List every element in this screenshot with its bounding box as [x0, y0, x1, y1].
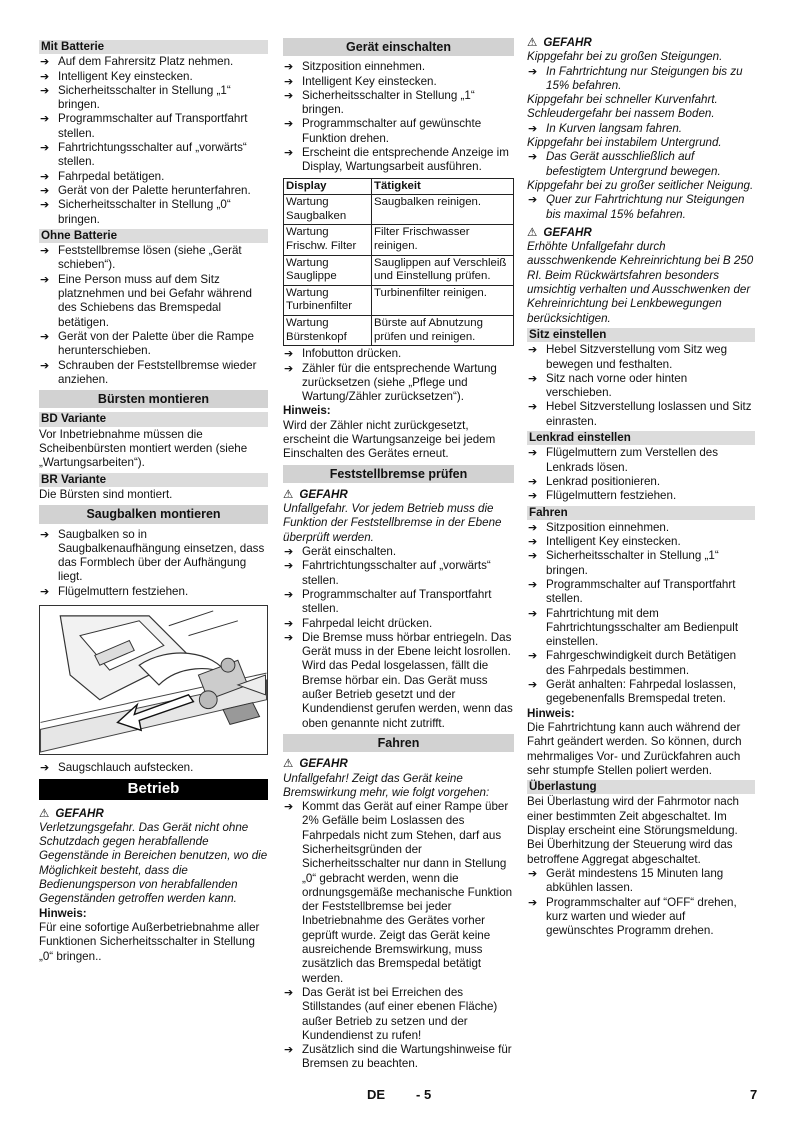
hinweis-label: Hinweis:	[527, 706, 575, 720]
list-item: ➔ Intelligent Key einstecken.	[283, 75, 514, 89]
list-item: ➔ Hebel Sitzverstellung loslassen und Sitz einrasten.	[527, 400, 755, 429]
warning-triangle-icon: ⚠	[283, 756, 294, 771]
list-item: ➔ Intelligent Key einstecken.	[527, 535, 755, 549]
column-left	[39, 38, 268, 964]
table-cell: Bürste auf Abnutzung prüfen und reinigen.	[372, 316, 514, 346]
warning-text: Kippgefahr bei zu großer seitlicher Neigung.	[527, 178, 754, 192]
list-item: ➔ Fahrpedal leicht drücken.	[283, 617, 514, 631]
warning-label: GEFAHR	[543, 36, 592, 49]
footer-page-number: 7	[750, 1087, 758, 1102]
list-item: ➔ Fahrtrichtungsschalter auf „vorwärts“ stellen.	[283, 559, 514, 588]
list-item: ➔ Auf dem Fahrersitz Platz nehmen.	[39, 55, 268, 69]
warning-heading	[283, 487, 514, 502]
column-middle	[283, 38, 514, 1072]
warning-text: Unfallgefahr. Vor jedem Betrieb muss die Funktion der Feststellbremse in der Ebene überprüft werden.	[283, 502, 502, 544]
list-item: ➔ In Kurven langsam fahren.	[527, 122, 755, 136]
list-item: ➔ Flügelmuttern festziehen.	[39, 585, 268, 599]
table-cell: Turbinenfilter reinigen.	[372, 285, 514, 315]
list-item: ➔ Saugbalken so in Saugbalkenaufhängung einsetzen, dass das Formblech über der Aufhängung liegt.	[39, 528, 268, 585]
paragraph-ueberlastung: Bei Überlastung wird der Fahrmotor nach einer bestimmten Zeit abgeschaltet. Im Display erscheint eine Störungsmeldung. Bei Überhitzung der Steuerung wird das betroffene Aggregat abgeschaltet.	[527, 795, 740, 866]
warning-text: Erhöhte Unfallgefahr durch ausschwenkende Kehreinrichtung bei B 250 RI. Beim Rückwärtsfahren besonders umsichtig verhalten und Ausschwenken der Kehreinrichtung bei Lenkbewegungen berücksichtigen.	[527, 240, 754, 325]
warning-heading	[39, 806, 268, 821]
list-item: ➔ Programmschalter auf “OFF“ drehen, kurz warten und wieder auf gewünschtes Programm drehen.	[527, 896, 755, 939]
warning-label: GEFAHR	[543, 225, 592, 239]
section-betrieb: Betrieb	[39, 779, 268, 799]
list-item: ➔ Sicherheitsschalter in Stellung „1“ bringen.	[283, 89, 514, 118]
list-item: ➔ Programmschalter auf Transportfahrt stellen.	[283, 588, 514, 617]
heading-sitz-einstellen: Sitz einstellen	[527, 328, 755, 342]
list-item: ➔ Sicherheitsschalter in Stellung „1“ bringen.	[39, 84, 268, 113]
list-ohne-batterie	[39, 244, 268, 387]
list-item: ➔ Lenkrad positionieren.	[527, 475, 755, 489]
saugbalken-illustration	[39, 605, 268, 755]
heading-br-variante: BR Variante	[39, 473, 268, 487]
list-item: ➔ Sitz nach vorne oder hinten verschieben.	[527, 372, 755, 401]
warning-text: Kippgefahr bei schneller Kurvenfahrt. Schleudergefahr bei nassem Boden.	[527, 93, 718, 121]
table-header-cell: Display	[284, 178, 372, 195]
list-item: ➔ Gerät anhalten: Fahrpedal loslassen, gegebenenfalls Bremspedal treten.	[527, 678, 755, 707]
section-buersten-montieren: Bürsten montieren	[39, 390, 268, 408]
section-feststellbremse-pruefen: Feststellbremse prüfen	[283, 465, 514, 483]
list-item: ➔ Fahrtrichtung mit dem Fahrtrichtungsschalter am Bedienpult einstellen.	[527, 607, 755, 650]
list-item: ➔ Flügelmuttern zum Verstellen des Lenkrads lösen.	[527, 446, 755, 475]
footer-page-label: - 5	[416, 1087, 432, 1102]
hinweis-text: Die Fahrtrichtung kann auch während der Fahrt geändert werden. So können, durch mehrmaliges Vor- und Zurückfahren auch sehr stumpfe Stellen poliert werden.	[527, 720, 742, 777]
list-item: ➔ Fahrpedal betätigen.	[39, 170, 268, 184]
list-item: ➔ Feststellbremse lösen (siehe „Gerät schieben“).	[39, 244, 268, 273]
warning-label: GEFAHR	[299, 757, 348, 771]
list-item: ➔ Fahrtrichtungsschalter auf „vorwärts“ stellen.	[39, 141, 268, 170]
heading-ueberlastung: Überlastung	[527, 780, 755, 794]
warning-heading	[527, 35, 755, 50]
list-item: ➔ In Fahrtrichtung nur Steigungen bis zu 15% befahren.	[527, 65, 755, 94]
heading-mit-batterie: Mit Batterie	[39, 40, 268, 54]
list-item: ➔ Programmschalter auf Transportfahrt stellen.	[39, 112, 268, 141]
list-item: ➔ Sicherheitsschalter in Stellung „0“ bringen.	[39, 198, 268, 227]
table-cell: Saugbalken reinigen.	[372, 195, 514, 225]
list-item: ➔ Das Gerät ausschließlich auf befestigtem Untergrund bewegen.	[527, 150, 755, 179]
paragraph-bd: Vor Inbetriebnahme müssen die Scheibenbürsten montiert werden (siehe „Wartungsarbeiten“).	[39, 427, 248, 470]
warning-heading	[283, 756, 514, 771]
table-cell: Wartung Frischw. Filter	[284, 225, 372, 255]
heading-ohne-batterie: Ohne Batterie	[39, 229, 268, 243]
hinweis-text: Für eine sofortige Außerbetriebnahme aller Funktionen Sicherheitsschalter in Stellung „0“ bringen..	[39, 920, 260, 963]
table-row	[284, 316, 514, 346]
table-cell: Wartung Turbinenfilter	[284, 285, 372, 315]
table-cell: Filter Frischwasser reinigen.	[372, 225, 514, 255]
list-item: ➔ Programmschalter auf Transportfahrt stellen.	[527, 578, 755, 607]
section-geraet-einschalten: Gerät einschalten	[283, 38, 514, 56]
list-item: ➔ Fahrgeschwindigkeit durch Betätigen des Fahrpedals bestimmen.	[527, 649, 755, 678]
list-item: ➔ Sitzposition einnehmen.	[283, 60, 514, 74]
list-item: ➔ Zusätzlich sind die Wartungshinweise für Bremsen zu beachten.	[283, 1043, 514, 1072]
list-item: ➔ Flügelmuttern festziehen.	[527, 489, 755, 503]
hinweis-label: Hinweis:	[39, 906, 87, 920]
warning-triangle-icon: ⚠	[39, 805, 50, 820]
column-right	[527, 35, 755, 938]
table-header-cell: Tätigkeit	[372, 178, 514, 195]
hinweis-text: Wird der Zähler nicht zurückgesetzt, erscheint die Wartungsanzeige bei jedem Einschalten des Gerätes erneut.	[283, 418, 496, 461]
warning-text: Kippgefahr bei zu großen Steigungen.	[527, 50, 723, 64]
table-row	[284, 225, 514, 255]
list-item: ➔ Erscheint die entsprechende Anzeige im Display, Wartungsarbeit ausführen.	[283, 146, 514, 175]
section-fahren: Fahren	[283, 734, 514, 752]
list-item: ➔ Eine Person muss auf dem Sitz platznehmen und bei Gefahr während des Schiebens das Bremspedal betätigen.	[39, 273, 268, 330]
list-item: ➔ Intelligent Key einstecken.	[39, 70, 268, 84]
section-saugbalken-montieren: Saugbalken montieren	[39, 505, 268, 523]
list-item: ➔ Saugschlauch aufstecken.	[39, 761, 268, 775]
hinweis-label: Hinweis:	[283, 404, 331, 418]
footer-language: DE	[367, 1087, 386, 1102]
warning-label: GEFAHR	[299, 487, 348, 501]
warning-text: Verletzungsgefahr. Das Gerät nicht ohne Schutzdach gegen herabfallende Gegenstände in Bereichen benutzen, wo die Möglichkeit besteht, dass die Bedienungsperson von herabfallenden Gegenständen getroffen werden kann.	[39, 820, 268, 906]
heading-lenkrad-einstellen: Lenkrad einstellen	[527, 431, 755, 445]
list-item: ➔ Kommt das Gerät auf einer Rampe über 2% Gefälle beim Loslassen des Fahrpedals nicht zum Stehen, darf aus Sicherheitsgründen der Sicherheitsschalter nur dann in Stellung „0“ gebracht werden, wenn die ordnungsgemäße mechanische Funktion der Feststellbremse bei jeder Inbetriebnahme des Gerätes vorher geprüft wurde. Zeigt das Gerät keine ausreichende Bremswirkung, muss zusätzlich das Bremspedal betätigt werden.	[283, 800, 514, 986]
warning-text: Kippgefahr bei instabilem Untergrund.	[527, 136, 722, 150]
list-item: ➔ Hebel Sitzverstellung vom Sitz weg bewegen und festhalten.	[527, 343, 755, 372]
list-item: ➔ Die Bremse muss hörbar entriegeln. Das Gerät muss in der Ebene leicht losrollen. Wird das Pedal losgelassen, fällt die Bremse hörbar ein. Das Gerät muss außer Betrieb gesetzt und der Kundendienst gerufen werden, wenn das oben genannte nicht zutrifft.	[283, 631, 514, 731]
list-item: ➔ Quer zur Fahrtrichtung nur Steigungen bis maximal 15% befahren.	[527, 193, 755, 222]
list-mit-batterie	[39, 55, 268, 227]
list-item: ➔ Infobutton drücken.	[283, 347, 514, 361]
table-row	[284, 255, 514, 285]
table-row	[284, 195, 514, 225]
list-item: ➔ Programmschalter auf gewünschte Funktion drehen.	[283, 117, 514, 146]
list-item: ➔ Gerät von der Palette herunterfahren.	[39, 184, 268, 198]
warning-text: Unfallgefahr! Zeigt das Gerät keine Bremswirkung mehr, wie folgt vorgehen:	[283, 771, 490, 799]
table-cell: Wartung Saugbalken	[284, 195, 372, 225]
warning-triangle-icon: ⚠	[283, 486, 294, 501]
table-cell: Wartung Bürstenkopf	[284, 316, 372, 346]
maintenance-table	[283, 178, 514, 347]
warning-triangle-icon: ⚠	[527, 35, 538, 49]
list-item: ➔ Sicherheitsschalter in Stellung „1“ bringen.	[527, 549, 755, 578]
list-item: ➔ Schrauben der Feststellbremse wieder anziehen.	[39, 359, 268, 388]
list-item: ➔ Zähler für die entsprechende Wartung zurücksetzen (siehe „Pflege und Wartung/Zähler zurücksetzen“).	[283, 362, 514, 405]
list-item: ➔ Gerät einschalten.	[283, 545, 514, 559]
table-header-row	[284, 178, 514, 195]
warning-heading	[527, 225, 755, 240]
warning-label: GEFAHR	[55, 806, 104, 820]
warning-triangle-icon: ⚠	[527, 224, 538, 239]
paragraph-br: Die Bürsten sind montiert.	[39, 487, 173, 501]
table-row	[284, 285, 514, 315]
list-item: ➔ Sitzposition einnehmen.	[527, 521, 755, 535]
list-item: ➔ Das Gerät ist bei Erreichen des Stillstandes (auf einer ebenen Fläche) außer Betrieb zu setzen und der Kundendienst zu rufen!	[283, 986, 514, 1043]
list-item: ➔ Gerät von der Palette über die Rampe herunterschieben.	[39, 330, 268, 359]
heading-fahren: Fahren	[527, 506, 755, 520]
table-cell: Wartung Sauglippe	[284, 255, 372, 285]
table-cell: Sauglippen auf Verschleiß und Einstellung prüfen.	[372, 255, 514, 285]
heading-bd-variante: BD Variante	[39, 412, 268, 426]
list-item: ➔ Gerät mindestens 15 Minuten lang abkühlen lassen.	[527, 867, 755, 896]
